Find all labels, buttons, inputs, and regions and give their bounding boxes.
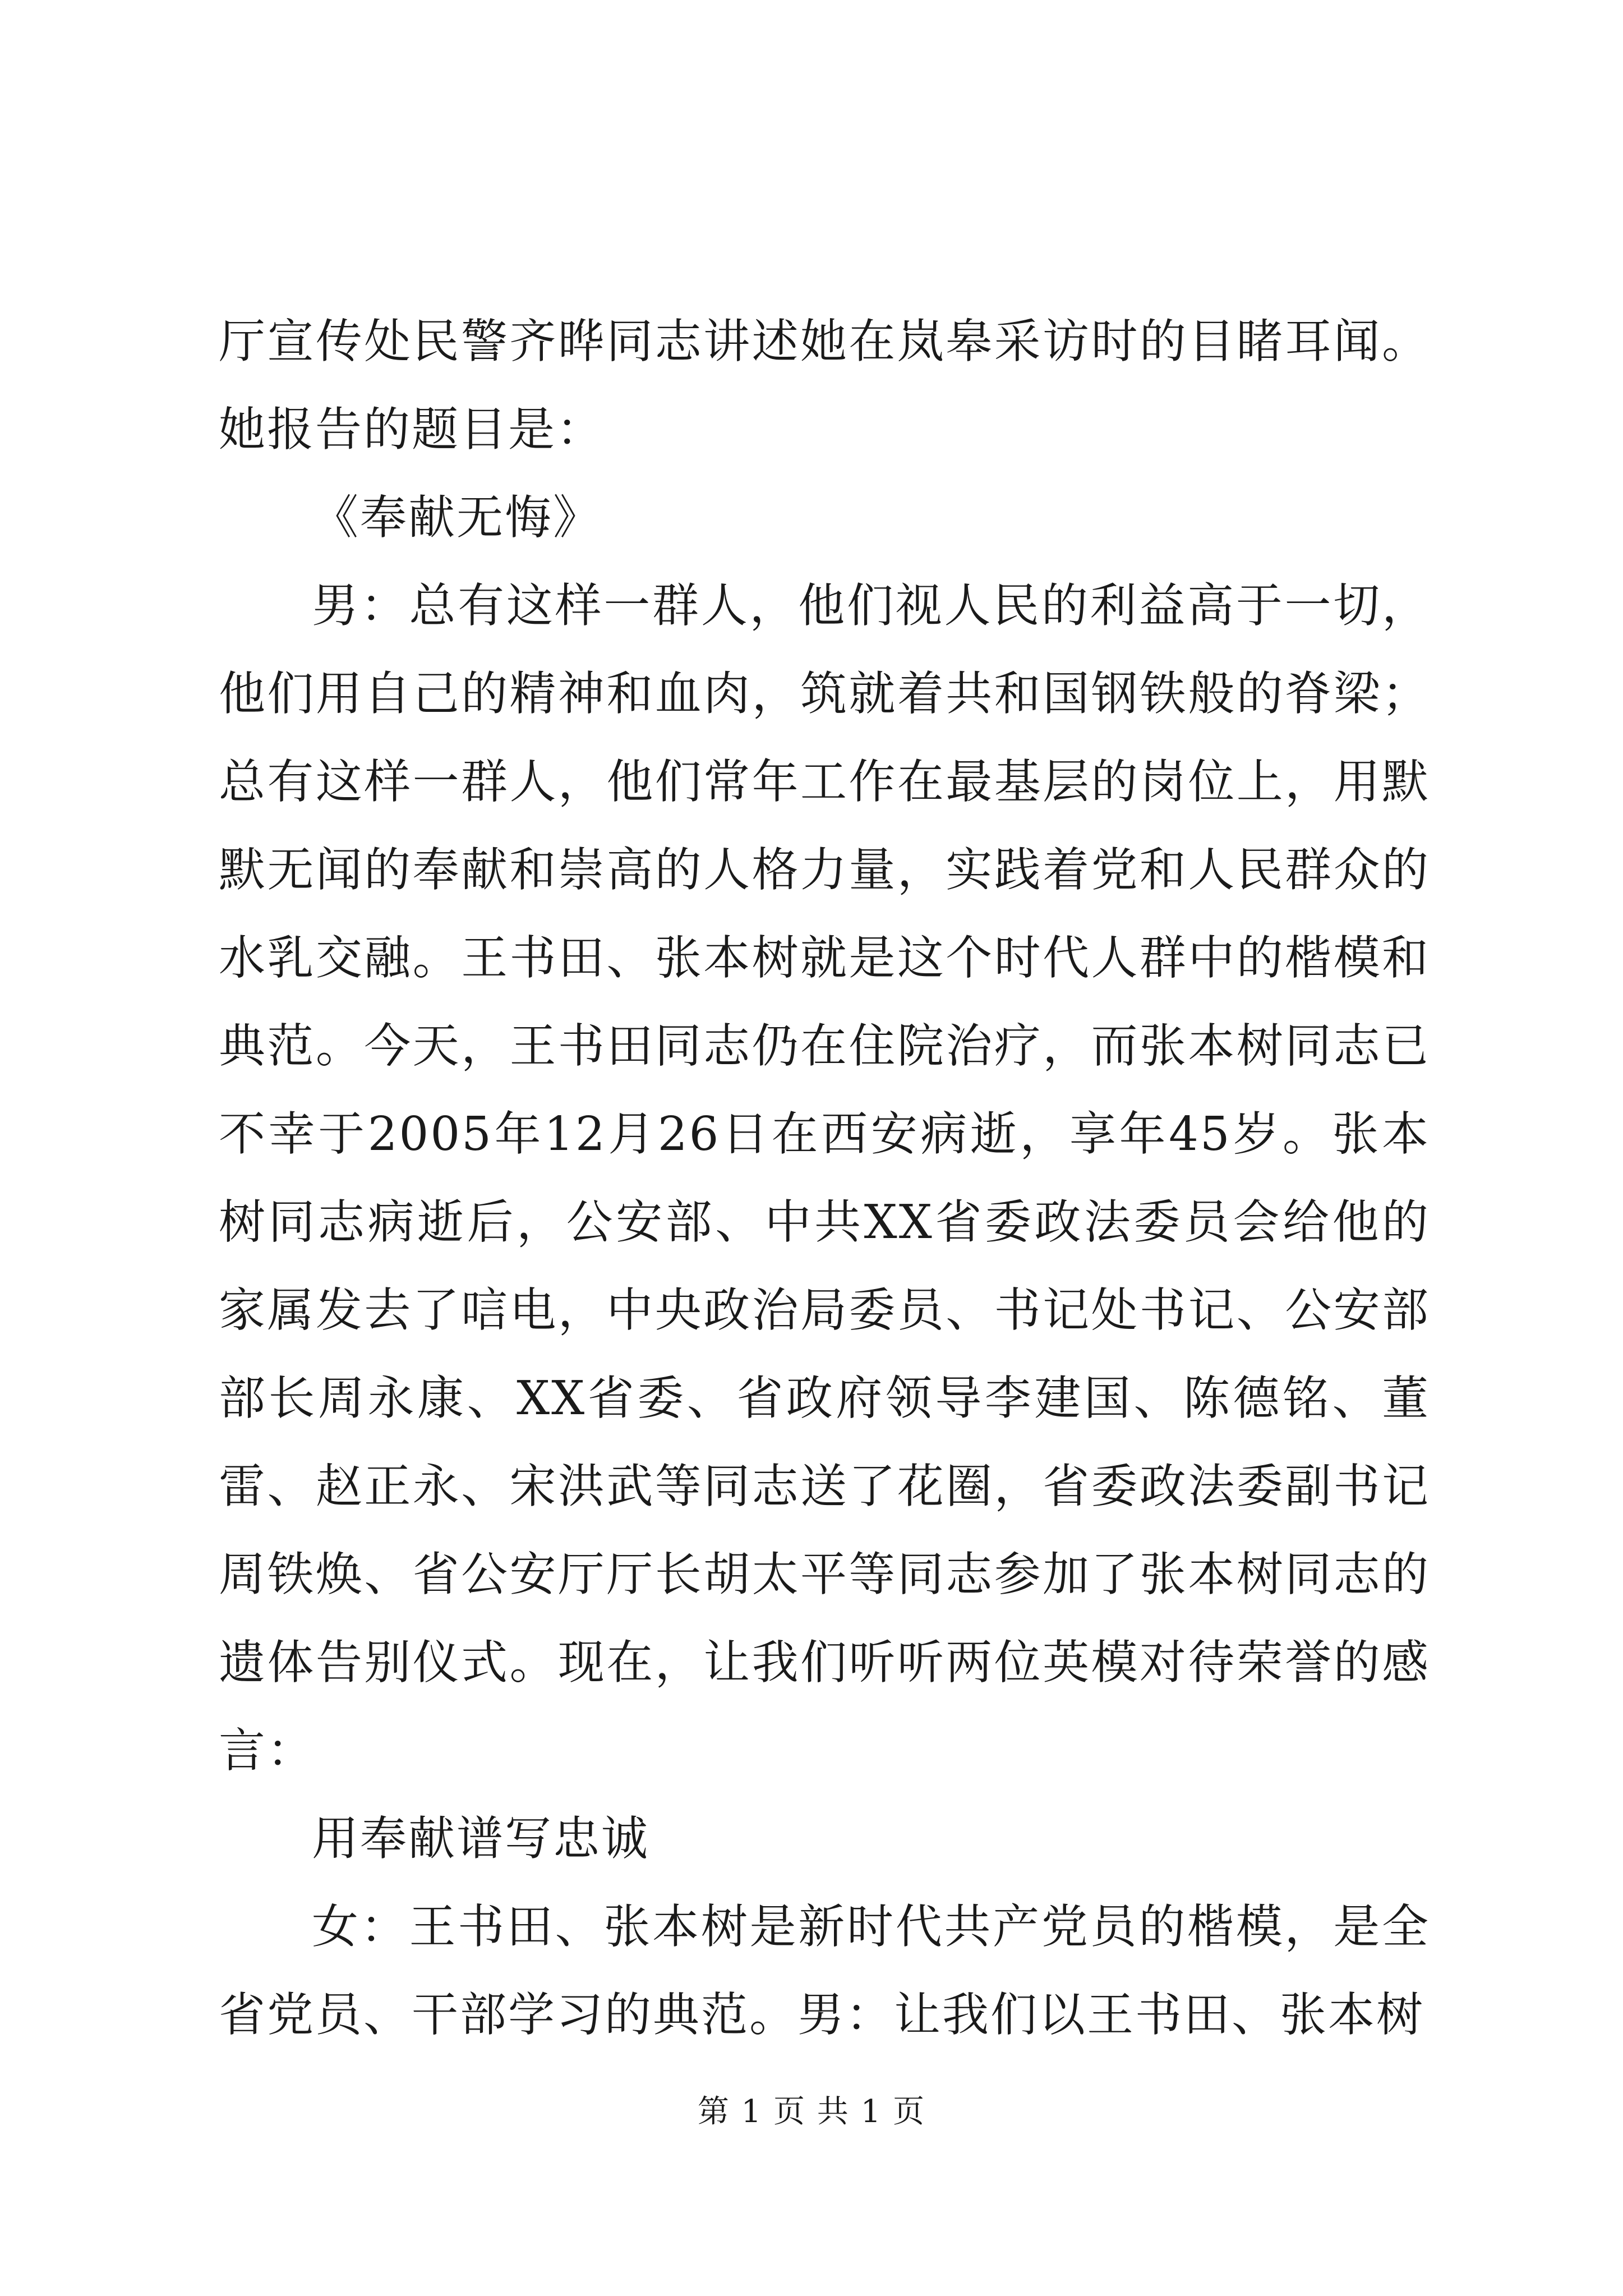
paragraph-intro: 厅宣传处民警齐晔同志讲述她在岚皋采访时的目睹耳闻。她报告的题目是： [219,314,1430,457]
document-body [219,297,1430,2059]
paragraph-female-narration: 女：王书田、张本树是新时代共产党员的楷模，是全省党员、干部学习的典范。男：让我们以王书田、张本树 [219,1899,1430,2042]
paragraph-male-narration: 男：总有这样一群人，他们视人民的利益高于一切，他们用自己的精神和血肉，筑就着共和国钢铁般的脊梁；总有这样一群人，他们常年工作在最基层的岗位上，用默默无闻的奉献和崇高的人格力量，实践着党和人民群众的水乳交融。王书田、张本树就是这个时代人群中的楷模和典范。今天，王书田同志仍在住院治疗，而张本树同志已不幸于2005年12月26日在西安病逝，享年45岁。张本树同志病逝后，公安部、中共XX省委政法委员会给他的家属发去了唁电，中央政治局委员、书记处书记、公安部部长周永康、XX省委、省政府领导李建国、陈德铭、董雷、赵正永、宋洪武等同志送了花圈，省委政法委副书记周铁焕、省公安厅厅长胡太平等同志参加了张本树同志的遗体告别仪式。现在，让我们听听两位英模对待荣誉的感言： [219,578,1430,1778]
page-footer: 第 1 页 共 1 页 [697,2093,926,2130]
report-title: 《奉献无悔》 [312,490,601,545]
section-heading: 用奉献谱写忠诚 [312,1811,649,1866]
